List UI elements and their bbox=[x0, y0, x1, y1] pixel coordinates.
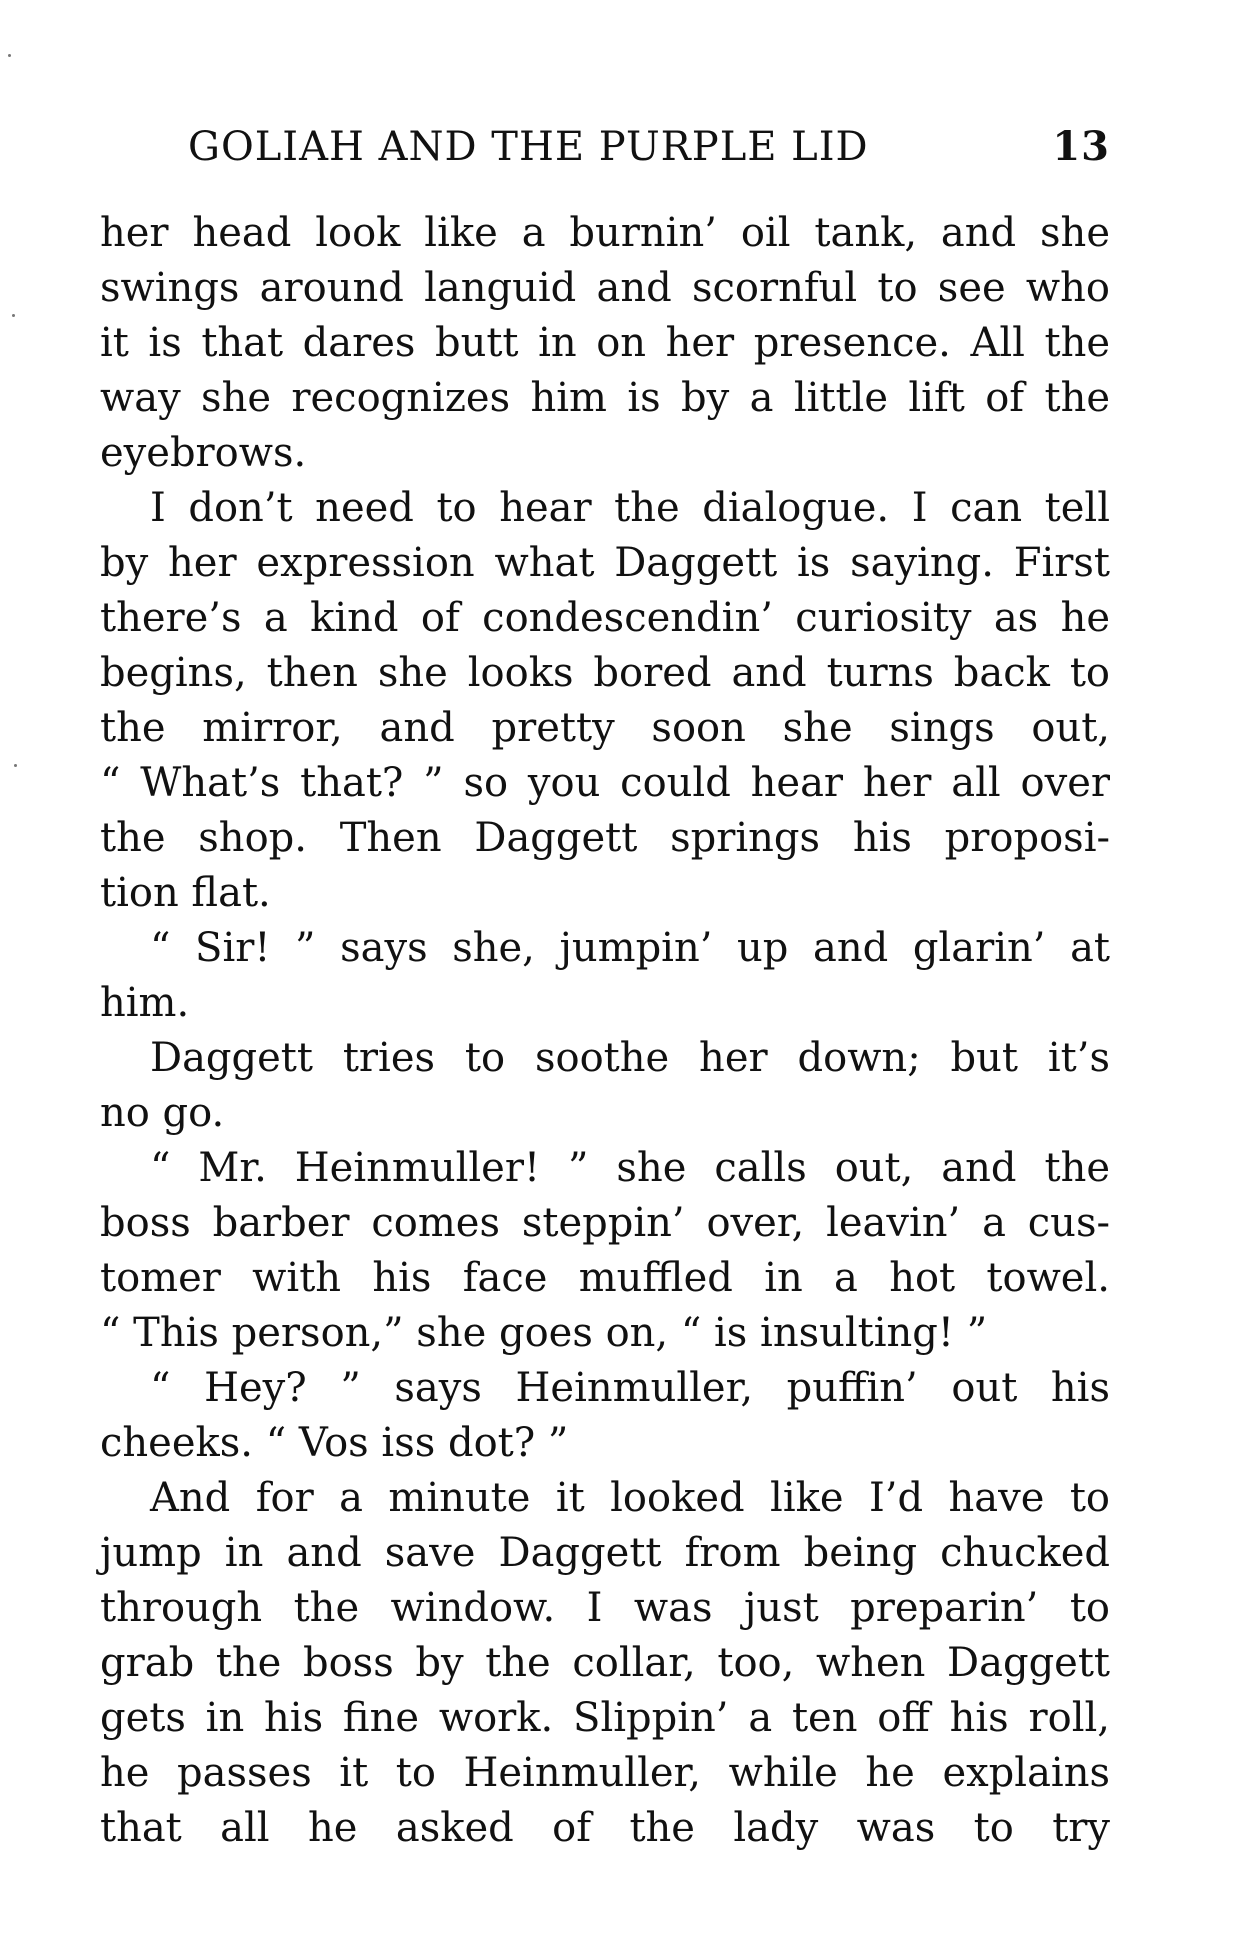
text-line: boss barber comes steppin’ over, leavin’ a cus- bbox=[100, 1200, 1110, 1246]
text-line: I don’t need to hear the dialogue. I can tell bbox=[150, 485, 1110, 531]
text-line: Daggett tries to soothe her down; but it’s bbox=[150, 1035, 1110, 1081]
scan-speck bbox=[8, 54, 11, 57]
text-line: cheeks. “ Vos iss dot? ” bbox=[100, 1420, 569, 1466]
text-line: eyebrows. bbox=[100, 430, 307, 476]
text-line: he passes it to Heinmuller, while he explains bbox=[100, 1750, 1110, 1796]
page-number: 13 bbox=[1052, 123, 1110, 170]
scan-speck bbox=[12, 314, 15, 317]
text-line: him. bbox=[100, 980, 190, 1026]
text-line: by her expression what Daggett is saying. First bbox=[100, 540, 1110, 586]
text-line: that all he asked of the lady was to try bbox=[100, 1805, 1110, 1851]
running-title: GOLIAH AND THE PURPLE LID bbox=[188, 124, 869, 170]
text-line: gets in his fine work. Slippin’ a ten off his roll, bbox=[100, 1695, 1110, 1741]
scan-speck bbox=[14, 764, 17, 767]
text-line: her head look like a burnin’ oil tank, and she bbox=[100, 210, 1110, 256]
text-line: “ What’s that? ” so you could hear her all over bbox=[100, 760, 1110, 806]
text-line: “ Sir! ” says she, jumpin’ up and glarin’ at bbox=[150, 925, 1110, 971]
text-line: tomer with his face muffled in a hot towel. bbox=[100, 1255, 1110, 1301]
text-line: grab the boss by the collar, too, when Daggett bbox=[100, 1640, 1110, 1686]
text-line: it is that dares butt in on her presence. All the bbox=[100, 320, 1110, 366]
text-line: the mirror, and pretty soon she sings out, bbox=[100, 705, 1110, 751]
text-line: begins, then she looks bored and turns back to bbox=[100, 650, 1110, 696]
text-line: “ Hey? ” says Heinmuller, puffin’ out his bbox=[150, 1365, 1110, 1411]
text-line: jump in and save Daggett from being chucked bbox=[100, 1530, 1110, 1576]
text-line: “ This person,” she goes on, “ is insulting! ” bbox=[100, 1310, 988, 1356]
text-line: tion flat. bbox=[100, 870, 271, 916]
page-header bbox=[100, 122, 1110, 172]
text-line: And for a minute it looked like I’d have to bbox=[150, 1475, 1110, 1521]
text-line: the shop. Then Daggett springs his proposi- bbox=[100, 815, 1110, 861]
text-line: “ Mr. Heinmuller! ” she calls out, and the bbox=[150, 1145, 1110, 1191]
body-text bbox=[100, 206, 1110, 1856]
text-line: no go. bbox=[100, 1090, 225, 1136]
text-line: way she recognizes him is by a little lift of the bbox=[100, 375, 1110, 421]
text-line: swings around languid and scornful to see who bbox=[100, 265, 1110, 311]
text-line: through the window. I was just preparin’ to bbox=[100, 1585, 1110, 1631]
text-line: there’s a kind of condescendin’ curiosity as he bbox=[100, 595, 1110, 641]
